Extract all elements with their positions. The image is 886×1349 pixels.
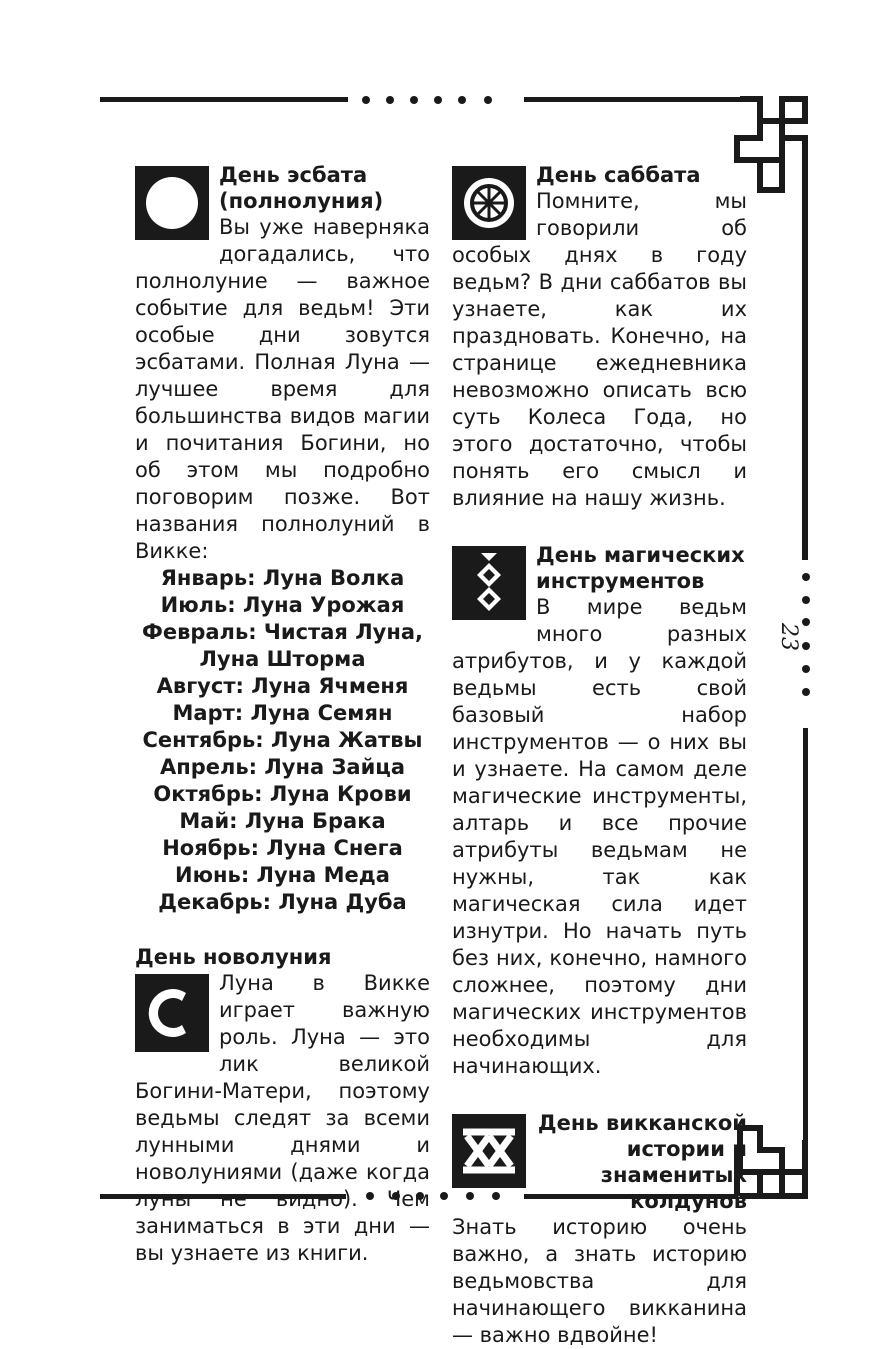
top-rule-left: [100, 97, 348, 102]
moon-name: Декабрь: Луна Дуба: [158, 890, 407, 914]
right-dots: [802, 573, 810, 696]
wheel-of-year-icon: [452, 166, 526, 240]
history-text: Знать историю очень важно, а знать историю ведьмовства для начинающего викканина — важно вдвойне!: [452, 1215, 747, 1347]
moon-name: Март: Луна Семян: [172, 701, 393, 725]
esbat-text: Вы уже наверняка догадались, что полнолуние — важное событие для ведьм! Эти особые дни зовутся эсбатами. Полная Луна — лучшее время для большинства видов магии и почитания Богини, но об этом мы подробно поговорим позже. Вот названия полнолуний в Викке:: [135, 215, 430, 563]
moon-name: Май: Луна Брака: [179, 809, 386, 833]
sabbat-section: [452, 162, 747, 512]
new-moon-text: Луна в Викке играет важную роль. Луна — это лик великой Богини-Матери, поэтому ведьмы следят за всеми лунными днями и новолуниями (даже когда луны не видно). Чем заниматься в эти дни — вы узнаете из книги.: [135, 971, 430, 1265]
moon-name: Январь: Луна Волка: [160, 566, 405, 590]
right-column: [452, 160, 747, 1349]
moon-name: Август: Луна Ячменя: [156, 674, 409, 698]
left-column: [135, 160, 430, 1267]
history-heading: День викканской истории и знаменитых колдунов: [537, 1111, 747, 1213]
moon-name: Апрель: Луна Зайца: [159, 755, 406, 779]
crescent-moon-icon: [135, 974, 209, 1052]
crossed-rune-icon: [452, 1114, 526, 1188]
page-number: 23: [776, 623, 801, 651]
right-rule-bottom: [803, 728, 808, 1140]
bottom-right-knot-ornament: [737, 1128, 805, 1196]
esbat-heading: День эсбата (полнолуния): [219, 163, 384, 213]
tools-heading: День магических инструментов: [536, 543, 745, 593]
top-dots: [362, 96, 492, 104]
rune-icon: [452, 546, 526, 620]
full-moon-icon: [135, 166, 209, 240]
full-moon-names-list: [135, 565, 430, 916]
tools-text: В мире ведьм много разных атрибутов, и у каждой ведьмы есть свой базовый набор инструментов — о них вы и узнаете. На самом деле магические инструменты, алтарь и все прочие атрибуты ведьмам не нужны, так как магическая сила идет изнутри. Но начать путь без них, конечно, намного сложнее, поэтому дни магических инструментов необходимы для начинающих.: [452, 595, 747, 1078]
top-right-knot-ornament: [737, 99, 805, 560]
sabbat-text: Помните, мы говорили об особых днях в году ведьм? В дни саббатов вы узнаете, как их праздновать. Конечно, на странице ежедневника невозможно описать всю суть Колеса Года, но этого достаточно, чтобы понять его смысл и влияние на нашу жизнь.: [452, 189, 747, 510]
moon-name: Ноябрь: Луна Снега: [162, 836, 403, 860]
moon-name: Февраль: Чистая Луна,: [142, 620, 423, 644]
moon-name: Сентябрь: Луна Жатвы: [142, 728, 423, 752]
moon-name: Июнь: Луна Меда: [175, 863, 390, 887]
moon-name: Луна Шторма: [199, 647, 366, 671]
tools-section: [452, 542, 747, 1080]
new-moon-section: [135, 944, 430, 1267]
new-moon-heading: День новолуния: [135, 945, 332, 969]
sabbat-heading: День саббата: [536, 163, 701, 187]
esbat-section: [135, 162, 430, 565]
moon-name: Октябрь: Луна Крови: [153, 782, 412, 806]
moon-name: Июль: Луна Урожая: [160, 593, 405, 617]
history-section: [452, 1110, 747, 1349]
top-rule-right: [524, 97, 740, 102]
